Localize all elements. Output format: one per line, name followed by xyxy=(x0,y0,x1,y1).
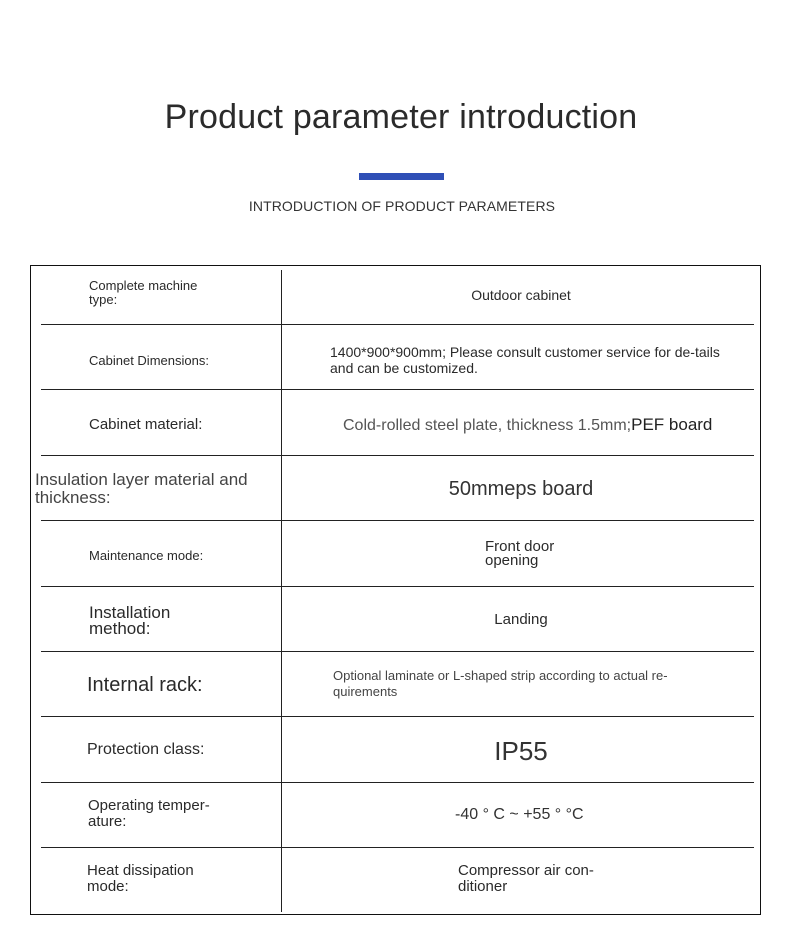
param-label: Complete machine type: xyxy=(89,278,198,307)
param-label: Operating temper-ature: xyxy=(88,797,210,830)
param-value: Front door opening xyxy=(485,538,555,569)
param-value: -40 ° C ~ +55 ° °C xyxy=(455,806,584,823)
param-label: Installation method: xyxy=(89,603,171,638)
param-label: Maintenance mode: xyxy=(89,548,204,563)
row-divider xyxy=(41,716,754,717)
param-value: Compressor air con-ditioner xyxy=(458,862,594,895)
row-divider xyxy=(41,389,754,390)
param-value-extra: PEF board xyxy=(631,415,713,434)
param-label: Cabinet Dimensions: xyxy=(89,353,209,368)
column-divider xyxy=(281,270,282,912)
param-label: Cabinet material: xyxy=(89,416,203,433)
parameter-table xyxy=(30,265,761,915)
param-value: 1400*900*900mm; Please consult customer service for de-tails and can be customized. xyxy=(330,344,720,376)
row-divider xyxy=(41,782,754,783)
page-title: Product parameter introduction xyxy=(164,98,638,136)
row-divider xyxy=(41,586,754,587)
param-value: IP55 xyxy=(494,736,548,766)
param-value: Optional laminate or L-shaped strip according to actual re-quirements xyxy=(333,668,668,699)
title-accent-bar xyxy=(359,173,444,180)
row-divider xyxy=(41,651,754,652)
row-divider xyxy=(41,324,754,325)
param-value: Outdoor cabinet xyxy=(471,287,571,303)
param-label: Heat dissipation mode: xyxy=(87,862,194,895)
row-divider xyxy=(41,847,754,848)
param-value xyxy=(343,415,763,435)
param-value: Landing xyxy=(494,611,548,628)
row-divider xyxy=(41,520,754,521)
param-value: 50mmeps board xyxy=(448,478,594,500)
param-label: Insulation layer material and thickness: xyxy=(35,470,248,507)
param-value-main: Cold-rolled steel plate, thickness 1.5mm; xyxy=(343,417,632,434)
page-subtitle: INTRODUCTION OF PRODUCT PARAMETERS xyxy=(248,198,556,214)
param-label: Internal rack: xyxy=(87,674,203,696)
row-divider xyxy=(41,455,754,456)
param-label: Protection class: xyxy=(87,741,205,758)
